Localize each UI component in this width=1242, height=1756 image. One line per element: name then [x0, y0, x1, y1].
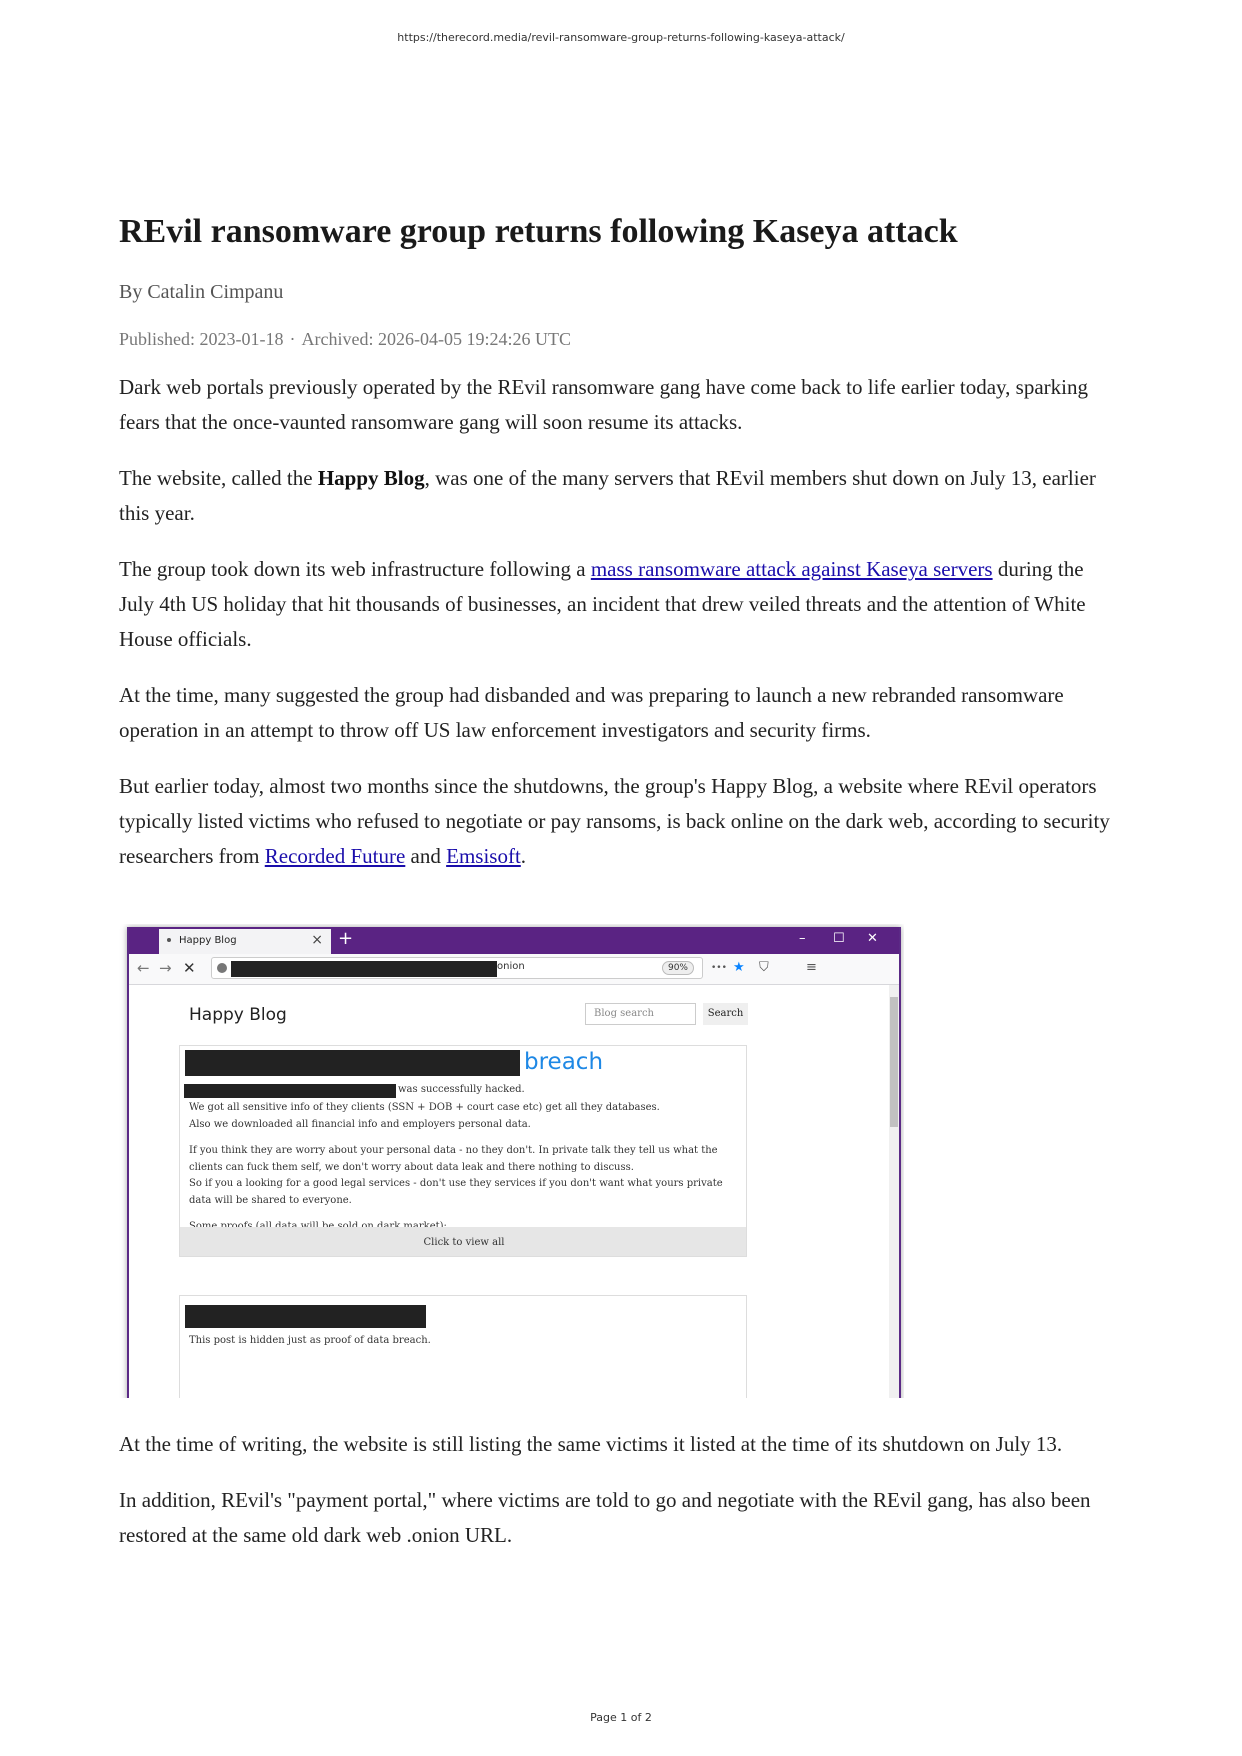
happy-blog-screenshot [119, 924, 904, 1398]
new-tab-icon: + [338, 928, 354, 949]
zoom-level: 90% [662, 961, 694, 975]
browser-window [127, 927, 901, 1398]
tab-title: Happy Blog [179, 935, 237, 946]
paragraph-5 [119, 769, 1119, 874]
p3-text-before: The group took down its web infrastructure following a [119, 557, 591, 581]
browser-toolbar [129, 954, 899, 985]
tab-favicon-icon [167, 938, 171, 942]
redacted-victim-name-2 [185, 1305, 426, 1328]
post-line-4: So if you a looking for a good legal services - don't use they services if you don't want what yours private data will be shared to everyone. [189, 1178, 723, 1206]
post-line-1: We got all sensitive info of they clients (SSN + DOB + court case etc) get all they databases. [189, 1102, 660, 1113]
paragraph-4: At the time, many suggested the group had disbanded and was preparing to launch a new rebranded ransomware operation in an attempt to throw off US law enforcement investigators and security firms. [119, 683, 1064, 742]
p5-text-end: . [520, 844, 527, 868]
emsisoft-link[interactable]: Emsisoft [446, 844, 521, 868]
recorded-future-link[interactable]: Recorded Future [264, 844, 406, 868]
paragraph-3 [119, 552, 1119, 657]
post-line-3: If you think they are worry about your personal data - no they don't. In private talk they tell us what the clients can fuck them self, we don't worry about data leak and there nothing to discuss. [189, 1145, 718, 1173]
blog-search-button: Search [703, 1003, 748, 1025]
p5-text-before: But earlier today, almost two months since the shutdowns, the group's Happy Blog, a website where REvil operators typically listed victims who refused to negotiate or pay ransoms, is back online on the dark web, according to security researchers from [119, 774, 1110, 868]
p3-text-after: during the July 4th US holiday that hit thousands of businesses, an incident that drew veiled threats and the attention of White House officials. [119, 557, 1086, 651]
redacted-victim-company [184, 1084, 396, 1098]
more-icon: ••• [711, 963, 727, 973]
window-close-icon: ✕ [867, 931, 878, 946]
archived-date: Archived: 2026-04-05 19:24:26 UTC [301, 329, 571, 349]
connection-icon [217, 963, 227, 973]
tab-close-icon: × [311, 932, 323, 948]
paragraph-7: In addition, REvil's "payment portal," where victims are told to go and negotiate with the REvil gang, has also been restored at the same old dark web .onion URL. [119, 1488, 1091, 1547]
address-bar [211, 957, 703, 979]
post-headline: breach [524, 1049, 604, 1075]
post-body-group-2 [189, 1143, 739, 1209]
post-body-group-1 [189, 1100, 739, 1133]
post-body [189, 1100, 739, 1246]
forward-icon: → [159, 959, 172, 977]
leak-post [179, 1045, 747, 1257]
meta-separator: · [289, 329, 296, 349]
blog-title: Happy Blog [189, 1005, 287, 1025]
stop-icon: ✕ [183, 959, 196, 977]
url-tld: onion [497, 961, 525, 972]
article-meta [119, 329, 1119, 350]
menu-icon: ≡ [806, 960, 817, 975]
scrollbar-thumb [890, 997, 898, 1127]
tab-happy-blog [159, 929, 331, 954]
byline: By Catalin Cimpanu [119, 281, 284, 303]
article [119, 210, 1119, 874]
shield-icon: ⛉ [759, 960, 769, 975]
blog-page [129, 985, 899, 1385]
p2-text-after: , was one of the many servers that REvil members shut down on July 13, earlier this year. [119, 466, 1096, 525]
article-title: REvil ransomware group returns following Kaseya attack [119, 213, 958, 250]
bookmark-star-icon: ★ [733, 960, 745, 975]
article-continued [119, 1427, 1119, 1553]
minimize-icon: – [799, 931, 806, 946]
redacted-url [231, 961, 497, 977]
p2-text-before: The website, called the [119, 466, 318, 490]
source-url: https://therecord.media/revil-ransomware-group-returns-following-kaseya-attack/ [397, 31, 845, 44]
published-date: Published: 2023-01-18 [119, 329, 284, 349]
post-hacked-text: was successfully hacked. [398, 1084, 525, 1095]
hidden-post-note: This post is hidden just as proof of data breach. [189, 1335, 431, 1346]
kaseya-attack-link[interactable]: mass ransomware attack against Kaseya servers [590, 557, 993, 581]
maximize-icon: ☐ [833, 931, 845, 946]
hidden-post [179, 1295, 747, 1398]
paragraph-2 [119, 461, 1119, 531]
happy-blog-bold: Happy Blog [317, 466, 425, 490]
paragraph-6: At the time of writing, the website is still listing the same victims it listed at the time of its shutdown on July 13. [119, 1432, 1063, 1456]
p5-text-mid: and [405, 844, 447, 868]
paragraph-1: Dark web portals previously operated by the REvil ransomware gang have come back to life earlier today, sparking fears that the once-vaunted ransomware gang will soon resume its attacks. [119, 375, 1088, 434]
blog-search-input: Blog search [585, 1003, 696, 1025]
tab-bar [129, 927, 899, 954]
redacted-victim-name [185, 1050, 520, 1076]
back-icon: ← [137, 959, 150, 977]
page-number: Page 1 of 2 [590, 1711, 652, 1724]
post-line-2: Also we downloaded all financial info and employers personal data. [189, 1118, 531, 1130]
view-all-button: Click to view all [180, 1227, 747, 1257]
